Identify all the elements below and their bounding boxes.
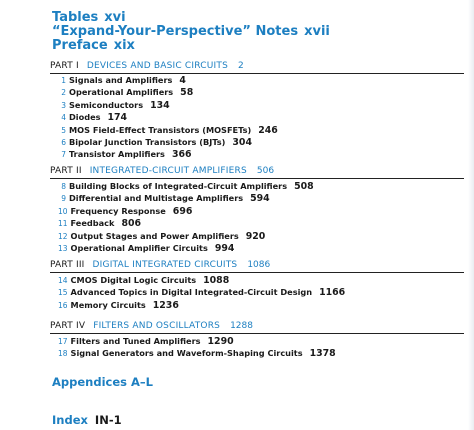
part-number: PART IV <box>50 321 86 331</box>
chapter-entry[interactable] <box>58 192 314 204</box>
chapter-number: 3 <box>61 100 66 110</box>
chapter-entry[interactable] <box>58 74 278 86</box>
chapter-entry[interactable] <box>58 124 278 136</box>
chapter-entry[interactable] <box>58 205 314 217</box>
chapter-title: Differential and Multistage Amplifiers <box>69 193 244 204</box>
chapter-number: 4 <box>61 113 66 123</box>
part-page: 2 <box>238 61 244 71</box>
chapter-page: 594 <box>250 193 270 205</box>
chapter-entry[interactable] <box>58 99 278 111</box>
chapter-title: Signal Generators and Waveform-Shaping Circuits <box>70 348 303 359</box>
toc-entry-label: Appendices A–L <box>52 375 153 389</box>
chapter-list <box>58 74 278 161</box>
chapter-entry[interactable] <box>58 274 345 286</box>
chapter-number: 5 <box>61 125 66 135</box>
chapter-page: 134 <box>150 99 170 111</box>
toc-entry-label: Index <box>52 413 88 427</box>
chapter-entry[interactable] <box>58 136 278 148</box>
toc-entry-label: Preface <box>52 38 108 53</box>
chapter-entry[interactable] <box>58 286 345 298</box>
part-page: 506 <box>256 166 275 176</box>
chapter-title: Diodes <box>69 112 101 123</box>
chapter-page: 366 <box>171 149 192 161</box>
toc-entry-label: Tables <box>52 10 99 25</box>
part-number: PART II <box>50 166 82 176</box>
part-number: PART I <box>50 61 79 71</box>
chapter-list <box>58 180 314 254</box>
chapter-number: 13 <box>58 243 68 253</box>
chapter-list <box>58 335 336 360</box>
toc-entry-page: IN-1 <box>94 413 122 427</box>
part-page: 1086 <box>247 260 271 270</box>
chapter-entry[interactable] <box>58 335 336 347</box>
chapter-title: Transistor Amplifiers <box>69 149 165 160</box>
chapter-title: Memory Circuits <box>70 299 146 310</box>
toc-entry-index[interactable] <box>52 413 122 427</box>
chapter-page: 994 <box>214 242 235 254</box>
chapter-page: 58 <box>180 87 194 99</box>
chapter-entry[interactable] <box>58 180 314 192</box>
chapter-page: 4 <box>179 75 186 86</box>
chapter-number: 16 <box>58 300 68 310</box>
chapter-title: CMOS Digital Logic Circuits <box>70 275 197 285</box>
toc-entry-page: xix <box>113 38 135 53</box>
toc-entry-appendices[interactable] <box>52 375 153 389</box>
page-edge-shadow <box>468 0 474 430</box>
chapter-page: 304 <box>232 136 252 148</box>
chapter-page: 246 <box>258 124 278 136</box>
chapter-title: Feedback <box>70 218 115 229</box>
part-heading[interactable] <box>50 59 464 74</box>
chapter-page: 696 <box>172 205 193 217</box>
chapter-title: Building Blocks of Integrated-Circuit Amplifiers <box>69 181 288 191</box>
toc-entry-page: xvi <box>104 10 126 25</box>
chapter-title: MOS Field-Effect Transistors (MOSFETs) <box>69 124 252 135</box>
chapter-number: 9 <box>61 194 66 204</box>
chapter-title: Frequency Response <box>70 205 166 216</box>
chapter-title: Bipolar Junction Transistors (BJTs) <box>69 136 226 147</box>
chapter-title: Operational Amplifiers <box>69 87 174 98</box>
chapter-entry[interactable] <box>58 86 278 98</box>
part-number: PART III <box>50 260 85 270</box>
chapter-entry[interactable] <box>58 299 345 311</box>
toc-entry-label: “Expand-Your-Perspective” Notes <box>52 24 299 39</box>
chapter-title: Signals and Amplifiers <box>69 75 173 85</box>
chapter-number: 8 <box>61 182 66 191</box>
chapter-entry[interactable] <box>58 230 314 242</box>
chapter-page: 1088 <box>203 275 230 286</box>
chapter-number: 10 <box>58 206 68 216</box>
part-heading[interactable] <box>50 258 464 273</box>
toc-entry-tables[interactable] <box>52 10 126 25</box>
chapter-page: 920 <box>245 230 266 242</box>
chapter-page: 1290 <box>207 336 234 347</box>
chapter-entry[interactable] <box>58 217 314 229</box>
chapter-page: 1236 <box>152 299 179 311</box>
part-title: DIGITAL INTEGRATED CIRCUITS <box>92 260 238 270</box>
toc-entry-page: xvii <box>304 24 330 39</box>
part-heading[interactable] <box>50 164 464 179</box>
part-heading[interactable] <box>50 319 464 334</box>
chapter-title: Operational Amplifier Circuits <box>70 242 208 253</box>
chapter-page: 1378 <box>309 348 336 360</box>
chapter-title: Filters and Tuned Amplifiers <box>70 336 201 346</box>
part-title: INTEGRATED-CIRCUIT AMPLIFIERS <box>89 166 247 176</box>
chapter-title: Output Stages and Power Amplifiers <box>70 230 239 241</box>
chapter-title: Advanced Topics in Digital Integrated-Circuit Design <box>70 287 313 298</box>
part-title: FILTERS AND OSCILLATORS <box>93 321 221 331</box>
chapter-entry[interactable] <box>58 347 336 359</box>
chapter-page: 508 <box>294 181 314 192</box>
toc-entry-notes[interactable] <box>52 24 330 39</box>
chapter-page: 806 <box>121 218 142 230</box>
chapter-entry[interactable] <box>58 111 278 123</box>
chapter-number: 1 <box>61 76 66 85</box>
chapter-number: 17 <box>58 337 68 346</box>
chapter-page: 174 <box>107 112 128 124</box>
part-title: DEVICES AND BASIC CIRCUITS <box>86 61 229 71</box>
chapter-number: 7 <box>61 150 66 160</box>
toc-entry-preface[interactable] <box>52 38 135 53</box>
chapter-number: 6 <box>61 137 66 147</box>
chapter-number: 11 <box>58 219 68 229</box>
chapter-entry[interactable] <box>58 148 278 160</box>
chapter-number: 12 <box>58 231 68 241</box>
part-page: 1288 <box>230 321 253 331</box>
chapter-number: 15 <box>58 288 68 298</box>
chapter-title: Semiconductors <box>69 99 144 110</box>
chapter-number: 18 <box>58 349 68 359</box>
chapter-page: 1166 <box>319 287 346 299</box>
chapter-number: 2 <box>61 88 66 98</box>
chapter-entry[interactable] <box>58 242 314 254</box>
chapter-list <box>58 274 345 311</box>
chapter-number: 14 <box>58 276 68 285</box>
